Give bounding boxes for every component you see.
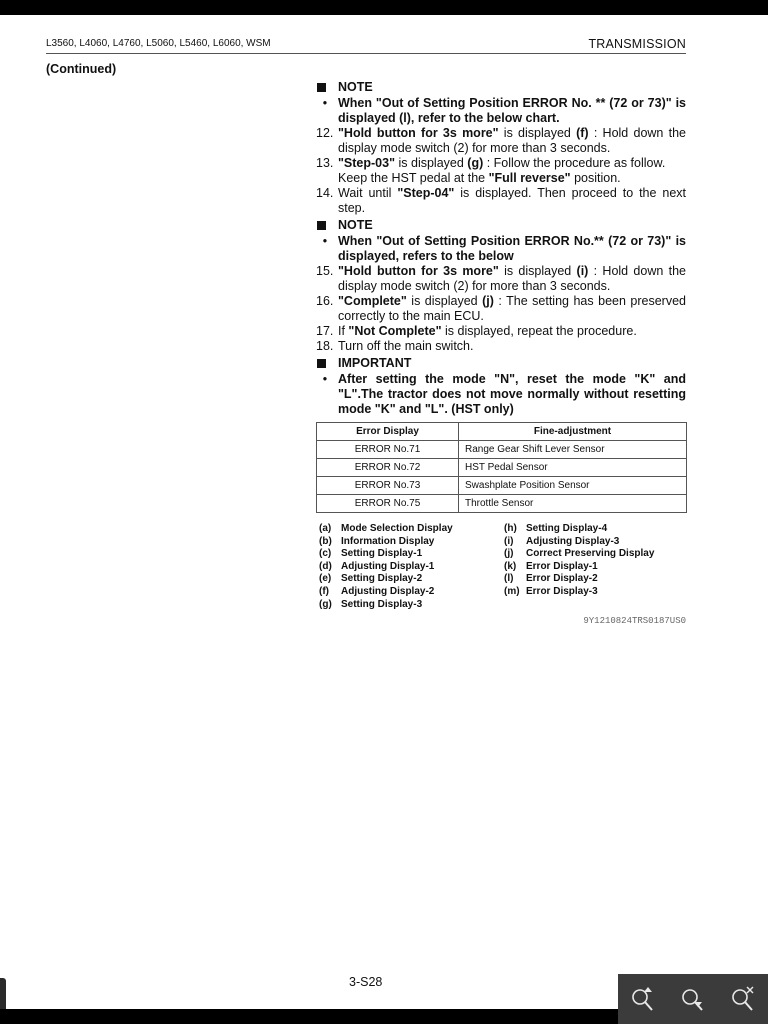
procedure-step [316, 324, 686, 339]
table-row [317, 459, 687, 477]
legend-label: Error Display-1 [526, 560, 598, 572]
step-number: 13. [316, 156, 334, 170]
legend-label: Mode Selection Display [341, 523, 453, 534]
legend-label: Setting Display-4 [526, 523, 608, 534]
header-section-title: TRANSMISSION [588, 37, 686, 51]
legend-key: (a) [319, 523, 332, 534]
legend-item [319, 573, 453, 586]
section-heading-text: NOTE [338, 218, 373, 232]
legend-item [504, 573, 654, 586]
error-code-cell: ERROR No.72 [317, 459, 459, 477]
legend-key: (i) [504, 535, 514, 547]
legend-item [504, 561, 654, 574]
section-heading [316, 218, 686, 234]
error-code-cell: ERROR No.73 [317, 477, 459, 495]
legend-item [319, 561, 453, 574]
step-number: 16. [316, 294, 334, 308]
note-bullet [316, 96, 686, 126]
square-bullet-icon [317, 221, 326, 230]
step-number: 18. [316, 339, 334, 353]
bullet-dot-icon: • [322, 372, 328, 386]
section-heading-text: NOTE [338, 80, 373, 94]
legend-key: (b) [319, 535, 332, 547]
step-text: If "Not Complete" is displayed, repeat the procedure. [338, 324, 637, 338]
legend-left [319, 523, 453, 611]
procedure-step [316, 126, 686, 156]
legend-item [504, 523, 654, 536]
legend-label: Setting Display-3 [341, 598, 423, 610]
error-code-cell: ERROR No.71 [317, 441, 459, 459]
note-text: When "Out of Setting Position ERROR No. ** (72 or 73)" is displayed (l), refer to the below chart. [338, 96, 686, 125]
legend-key: (f) [319, 585, 329, 597]
fine-adjustment-cell: HST Pedal Sensor [459, 459, 687, 477]
step-number: 14. [316, 186, 334, 200]
legend-key: (e) [319, 573, 332, 585]
legend-item [319, 536, 453, 549]
zoom-out-icon[interactable] [679, 984, 707, 1014]
step-text: Turn off the main switch. [338, 339, 474, 353]
step-text: "Hold button for 3s more" is displayed (f) : Hold down the display mode switch (2) for more than 3 seconds. [338, 126, 686, 155]
note-text: After setting the mode "N", reset the mode "K" and "L".The tractor does not move normally without resetting mode "K" and "L". (HST only) [338, 372, 686, 416]
bullet-dot-icon: • [322, 96, 328, 110]
legend-item [319, 599, 453, 612]
legend-key: (c) [319, 548, 332, 560]
legend-item [504, 586, 654, 599]
note-bullet [316, 372, 686, 417]
zoom-in-icon[interactable] [629, 984, 657, 1014]
fine-adjustment-cell: Range Gear Shift Lever Sensor [459, 441, 687, 459]
section-heading [316, 356, 686, 372]
square-bullet-icon [317, 359, 326, 368]
legend-label: Setting Display-1 [341, 548, 423, 560]
procedure-step [316, 294, 686, 324]
legend-label: Information Display [341, 535, 435, 547]
error-code-cell: ERROR No.75 [317, 495, 459, 513]
legend-right [504, 523, 654, 599]
legend-label: Correct Preserving Display [526, 548, 655, 560]
legend-key: (k) [504, 560, 517, 572]
legend-item [319, 548, 453, 561]
legend-key: (l) [504, 573, 514, 585]
document-code: 9Y1210824TRS0187US0 [583, 616, 686, 626]
error-table [316, 422, 687, 513]
legend-key: (g) [319, 598, 332, 610]
legend-item [504, 536, 654, 549]
legend-key: (h) [504, 523, 517, 534]
fine-adjustment-cell: Swashplate Position Sensor [459, 477, 687, 495]
square-bullet-icon [317, 83, 326, 92]
header-models: L3560, L4060, L4760, L5060, L5460, L6060, WSM [46, 38, 271, 49]
section-heading-text: IMPORTANT [338, 356, 412, 370]
table-row [317, 495, 687, 513]
step-text: Wait until "Step-04" is displayed. Then proceed to the next step. [338, 186, 686, 215]
step-text: "Complete" is displayed (j) : The setting has been preserved correctly to the main ECU. [338, 294, 686, 323]
legend-label: Adjusting Display-1 [341, 560, 435, 572]
note-bullet [316, 234, 686, 264]
legend-label: Adjusting Display-3 [526, 535, 620, 547]
legend-label: Setting Display-2 [341, 573, 423, 585]
step-number: 12. [316, 126, 334, 140]
procedure-step [316, 264, 686, 294]
legend-item [504, 548, 654, 561]
procedure-step [316, 156, 686, 186]
continued-label: (Continued) [46, 62, 117, 76]
zoom-reset-icon[interactable] [729, 984, 757, 1014]
procedure-step [316, 186, 686, 216]
zoom-controls [618, 974, 768, 1024]
legend-label: Adjusting Display-2 [341, 585, 435, 597]
header-divider [46, 53, 686, 54]
note-text: When "Out of Setting Position ERROR No.** (72 or 73)" is displayed, refers to the below [338, 234, 686, 263]
legend-key: (j) [504, 548, 514, 560]
page-number: 3-S28 [349, 975, 383, 989]
error-table-header-cell: Error Display [317, 423, 459, 441]
legend-label: Error Display-2 [526, 573, 598, 585]
legend-key: (d) [319, 560, 332, 572]
error-table-header-cell: Fine-adjustment [459, 423, 687, 441]
legend-label: Error Display-3 [526, 585, 598, 597]
legend-item [319, 523, 453, 536]
step-number: 15. [316, 264, 334, 278]
step-text: "Step-03" is displayed (g) : Follow the procedure as follow. Keep the HST pedal at the "Full reverse" position. [338, 156, 666, 185]
procedure-content [316, 80, 686, 417]
legend-item [319, 586, 453, 599]
table-row [317, 477, 687, 495]
error-table-header [317, 423, 687, 441]
section-heading [316, 80, 686, 96]
table-row [317, 441, 687, 459]
step-text: "Hold button for 3s more" is displayed (i) : Hold down the display mode switch (2) for more than 3 seconds. [338, 264, 686, 293]
legend-key: (m) [504, 585, 520, 597]
step-number: 17. [316, 324, 334, 338]
fine-adjustment-cell: Throttle Sensor [459, 495, 687, 513]
procedure-step [316, 339, 686, 354]
top-bar [0, 0, 768, 15]
bullet-dot-icon: • [322, 234, 328, 248]
